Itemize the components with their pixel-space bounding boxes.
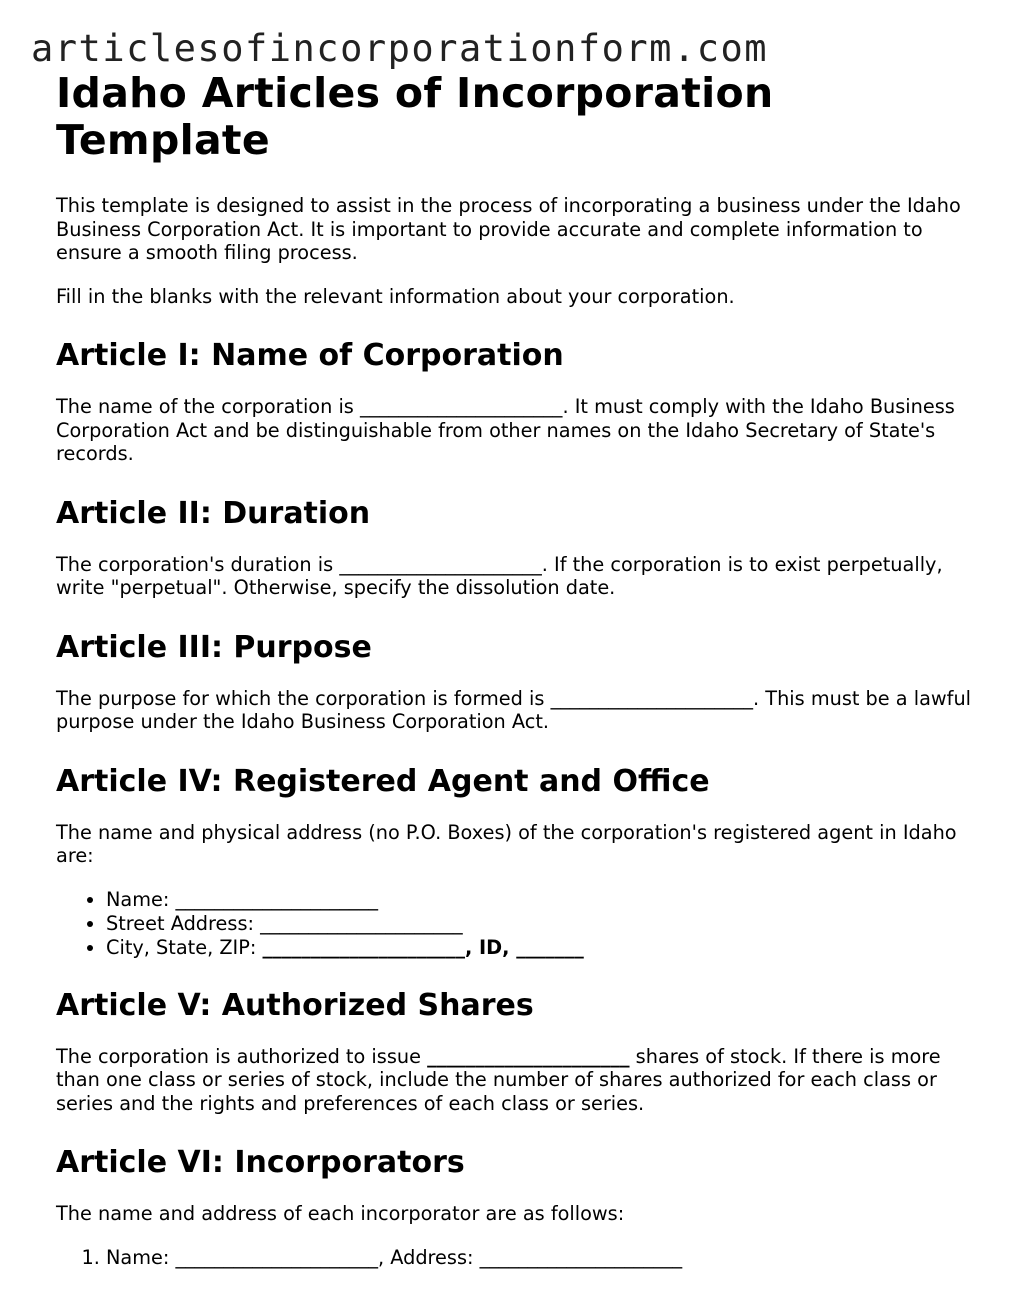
article-2-text: The corporation's duration is _____________________. If the corporation is to exist perpetually, write "perpetual". Otherwise, specify the dissolution date. — [56, 552, 943, 599]
article-5-heading: Article V: Authorized Shares — [56, 987, 534, 1023]
article-3-heading: Article III: Purpose — [56, 629, 372, 665]
article-5-text: The corporation is authorized to issue _____________________ shares of stock. If there is more than one class or series of stock, include the number of shares authorized for each class or series and the rights and preferences of each class or series. — [56, 1044, 941, 1115]
shares-blank[interactable]: _____________________ — [427, 1044, 630, 1068]
article-6-text: The name and address of each incorporator are as follows: — [56, 1202, 625, 1225]
list-item: • Street Address: _____________________ — [106, 912, 976, 936]
article-6-heading: Article VI: Incorporators — [56, 1145, 465, 1180]
list-item: • Name: _____________________ — [106, 888, 976, 912]
article-3-text: The purpose for which the corporation is formed is _____________________. This must be a lawful purpose under the Idaho Business Corporation Act. — [56, 686, 972, 733]
page-title: Idaho Articles of Incorporation Template — [56, 69, 774, 164]
article-1-text: The name of the corporation is _____________________. It must comply with the Idaho Business Corporation Act and be distinguishable from other names on the Idaho Secretary of State's records. — [56, 395, 955, 465]
list-item: 1. Name: _____________________, Address: _____________________ — [106, 1246, 976, 1270]
article-1-heading: Article I: Name of Corporation — [56, 338, 564, 373]
article-2-heading: Article II: Duration — [56, 495, 371, 531]
incorporators-list — [56, 1246, 976, 1270]
agent-zip-blank[interactable]: _______ — [516, 935, 584, 959]
registered-agent-list — [56, 888, 976, 960]
agent-street-blank[interactable]: _____________________ — [260, 911, 463, 935]
purpose-blank[interactable]: _____________________ — [550, 686, 754, 710]
document-body — [56, 70, 976, 1298]
intro-paragraph: This template is designed to assist in the process of incorporating a business under the Idaho Business Corporation Act. It is important to provide accurate and complete information to ensure a smooth filing process. — [56, 194, 961, 264]
agent-name-blank[interactable]: _____________________ — [175, 887, 378, 911]
article-4-heading: Article IV: Registered Agent and Office — [56, 763, 710, 799]
incorporator-name-blank[interactable]: _____________________ — [175, 1245, 378, 1269]
duration-blank[interactable]: _____________________ — [339, 552, 542, 576]
article-4-text: The name and physical address (no P.O. Boxes) of the corporation's registered agent in Idaho are: — [56, 820, 957, 867]
list-item: • City, State, ZIP: _____________________, ID, _______ — [106, 936, 976, 960]
corporation-name-blank[interactable]: _____________________ — [359, 395, 563, 418]
instructions-paragraph: Fill in the blanks with the relevant information about your corporation. — [56, 284, 735, 308]
incorporator-address-blank[interactable]: _____________________ — [479, 1245, 683, 1269]
watermark: articlesofincorporationform.com — [31, 27, 769, 70]
agent-city-blank[interactable]: _____________________ — [262, 935, 465, 959]
